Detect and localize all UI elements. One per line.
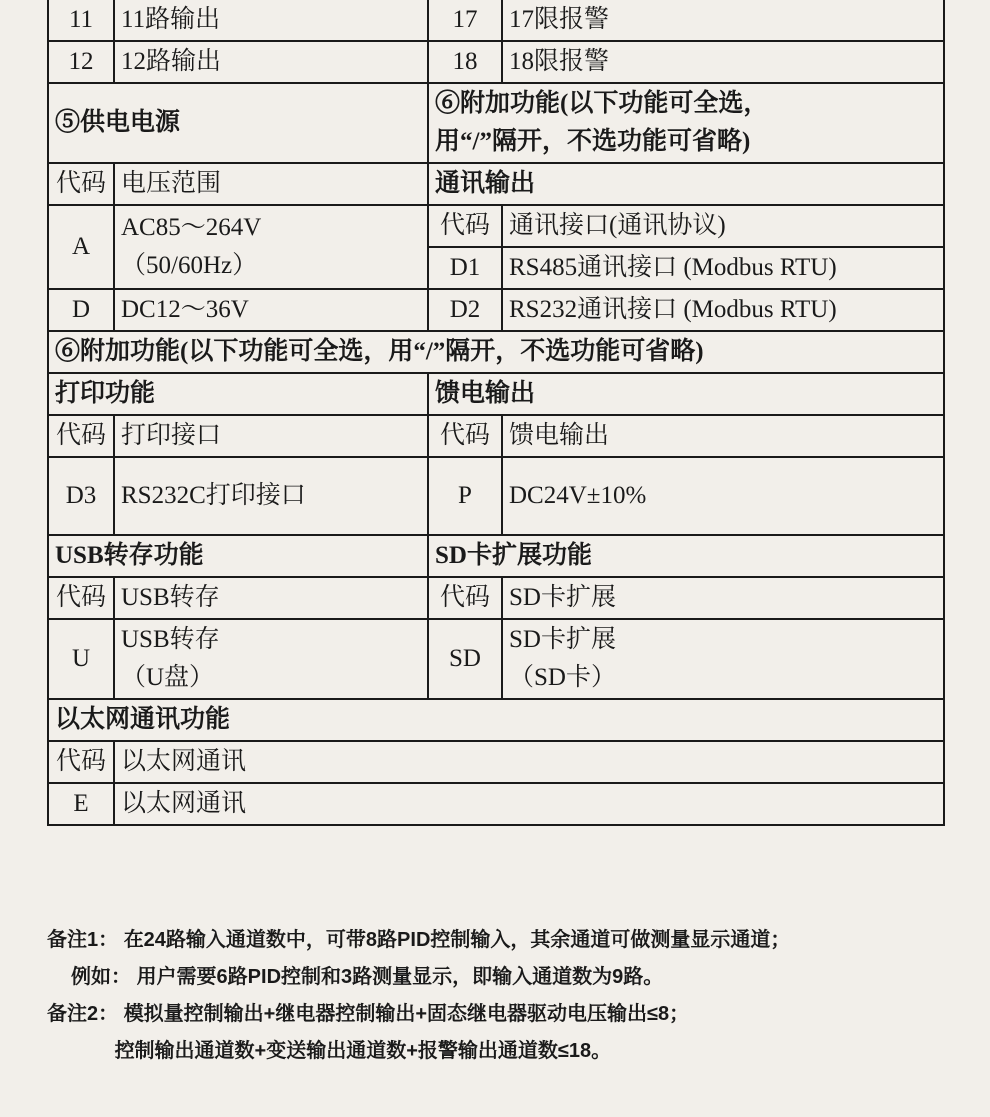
usb-group-title: USB转存功能 <box>48 535 428 577</box>
alarm-desc: 18限报警 <box>502 41 944 83</box>
print-col-code: 代码 <box>48 415 114 457</box>
ethernet-col-desc: 以太网通讯 <box>114 741 944 783</box>
comm-col-code: 代码 <box>428 205 502 247</box>
sd-col-code: 代码 <box>428 577 502 619</box>
table-row <box>48 289 944 331</box>
sd-desc-sd-line2: （SD卡） <box>509 664 616 691</box>
feed-col-code: 代码 <box>428 415 502 457</box>
usb-desc-u-line1: USB转存 <box>121 626 220 653</box>
alarm-code: 17 <box>428 0 502 41</box>
sd-code-sd: SD <box>428 619 502 699</box>
print-desc-d3: RS232C打印接口 <box>114 457 428 535</box>
usb-desc-u <box>114 619 428 699</box>
table-row <box>48 619 944 699</box>
section6-right-title-line2: 用“/”隔开，不选功能可省略) <box>435 128 751 155</box>
table-row <box>48 783 944 825</box>
table-row <box>48 373 944 415</box>
ethernet-code-e: E <box>48 783 114 825</box>
section5-col-desc: 电压范围 <box>114 163 428 205</box>
power-code-a: A <box>48 205 114 289</box>
feed-code-p: P <box>428 457 502 535</box>
usb-desc-u-line2: （U盘） <box>121 664 215 691</box>
comm-code-d2: D2 <box>428 289 502 331</box>
power-code-d: D <box>48 289 114 331</box>
print-col-desc: 打印接口 <box>114 415 428 457</box>
note-text: 用户需要6路PID控制和3路测量显示，即输入通道数为9路。 <box>136 966 664 988</box>
output-desc: 12路输出 <box>114 41 428 83</box>
power-desc-a <box>114 205 428 289</box>
note-text: 在24路输入通道数中，可带8路PID控制输入，其余通道可做测量显示通道； <box>123 929 791 951</box>
table-row <box>48 205 944 247</box>
power-desc-a-line2: （50/60Hz） <box>121 252 258 279</box>
comm-col-desc: 通讯接口(通讯协议) <box>502 205 944 247</box>
table-row <box>48 415 944 457</box>
comm-desc-d2: RS232通讯接口 (Modbus RTU) <box>502 289 944 331</box>
table-row <box>48 331 944 373</box>
note-text: 模拟量控制输出+继电器控制输出+固态继电器驱动电压输出≤8； <box>123 1003 690 1025</box>
section6-full-title: ⑥附加功能(以下功能可全选，用“/”隔开，不选功能可省略) <box>48 331 944 373</box>
power-desc-a-line1: AC85～264V <box>121 214 262 241</box>
table-row <box>48 41 944 83</box>
alarm-code: 18 <box>428 41 502 83</box>
table-row <box>48 0 944 41</box>
output-code: 11 <box>48 0 114 41</box>
table-row <box>48 163 944 205</box>
table-row <box>48 535 944 577</box>
output-desc: 11路输出 <box>114 0 428 41</box>
feed-group-title: 馈电输出 <box>428 373 944 415</box>
feed-col-desc: 馈电输出 <box>502 415 944 457</box>
section5-col-code: 代码 <box>48 163 114 205</box>
comm-desc-d1: RS485通讯接口 (Modbus RTU) <box>502 247 944 289</box>
sd-desc-sd-line1: SD卡扩展 <box>509 626 616 653</box>
sd-group-title: SD卡扩展功能 <box>428 535 944 577</box>
specification-table <box>47 0 945 826</box>
section5-title: ⑤供电电源 <box>48 83 428 163</box>
ethernet-group-title: 以太网通讯功能 <box>48 699 944 741</box>
sd-desc-sd <box>502 619 944 699</box>
sd-col-desc: SD卡扩展 <box>502 577 944 619</box>
note-label: 备注2： <box>47 1003 119 1025</box>
note-line <box>47 930 957 950</box>
feed-desc-p: DC24V±10% <box>502 457 944 535</box>
comm-output-group-title: 通讯输出 <box>428 163 944 205</box>
table-row <box>48 741 944 783</box>
note-line <box>47 1041 957 1061</box>
table-row <box>48 699 944 741</box>
note-label: 例如： <box>71 966 131 988</box>
output-code: 12 <box>48 41 114 83</box>
note-line <box>47 1004 957 1024</box>
usb-col-desc: USB转存 <box>114 577 428 619</box>
ethernet-desc-e: 以太网通讯 <box>114 783 944 825</box>
table-row <box>48 83 944 163</box>
ethernet-col-code: 代码 <box>48 741 114 783</box>
print-group-title: 打印功能 <box>48 373 428 415</box>
usb-code-u: U <box>48 619 114 699</box>
table-row <box>48 577 944 619</box>
print-code-d3: D3 <box>48 457 114 535</box>
section6-right-title <box>428 83 944 163</box>
notes-section <box>47 930 957 1078</box>
note-label: 备注1： <box>47 929 119 951</box>
usb-col-code: 代码 <box>48 577 114 619</box>
note-line <box>47 967 957 987</box>
section6-right-title-line1: ⑥附加功能(以下功能可全选， <box>435 90 769 117</box>
comm-code-d1: D1 <box>428 247 502 289</box>
table-row <box>48 457 944 535</box>
power-desc-d: DC12～36V <box>114 289 428 331</box>
alarm-desc: 17限报警 <box>502 0 944 41</box>
note-text: 控制输出通道数+变送输出通道数+报警输出通道数≤18。 <box>114 1040 612 1062</box>
